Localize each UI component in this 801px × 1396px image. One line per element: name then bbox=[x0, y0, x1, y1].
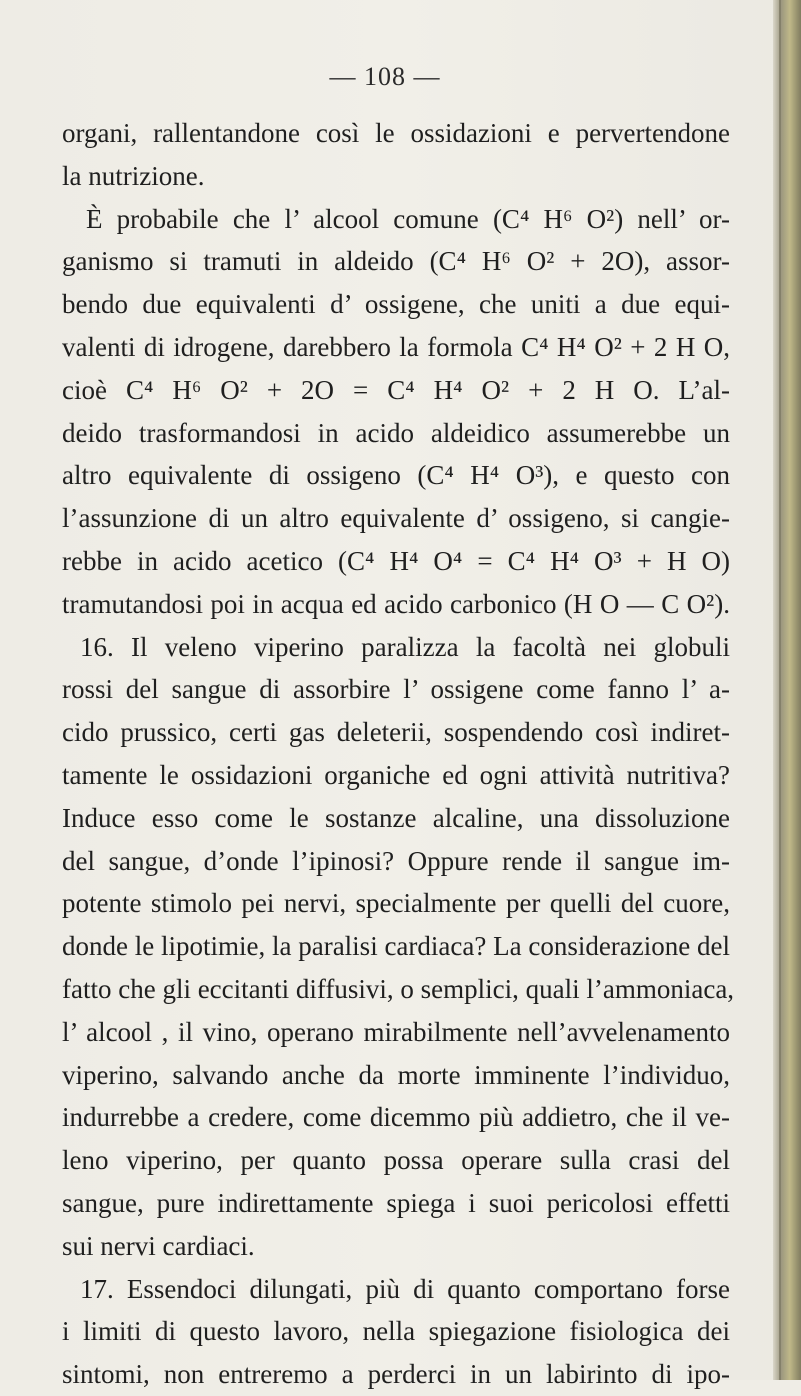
text-line: fatto che gli eccitanti diffusivi, o semplici, quali l’ammoniaca, bbox=[62, 973, 735, 1004]
text-line: l’ alcool , il vino, operano mirabilmente nell’avvelenamento bbox=[62, 1016, 730, 1047]
text-line: i limiti di questo lavoro, nella spiegazione fisiologica dei bbox=[62, 1316, 730, 1347]
text-line: indurrebbe a credere, come dicemmo più addietro, che il ve- bbox=[62, 1102, 730, 1133]
text-line: sangue, pure indirettamente spiega i suoi pericolosi effetti bbox=[62, 1187, 730, 1218]
text-line: del sangue, d’onde l’ipinosi? Oppure rende il sangue im- bbox=[62, 845, 730, 876]
text-line: tramutandosi poi in acqua ed acido carbonico (H O — C O²). bbox=[62, 588, 730, 619]
text-line: rebbe in acido acetico (C⁴ H⁴ O⁴ = C⁴ H⁴ O³ + H O) bbox=[62, 545, 730, 576]
text-line: tamente le ossidazioni organiche ed ogni attività nutritiva? bbox=[62, 759, 730, 790]
text-line: ganismo si tramuti in aldeido (C⁴ H⁶ O² + 2O), assor- bbox=[62, 246, 730, 277]
text-line: valenti di idrogene, darebbero la formola C⁴ H⁴ O² + 2 H O, bbox=[62, 331, 730, 362]
text-line: la nutrizione. bbox=[62, 160, 205, 191]
text-line: l’assunzione di un altro equivalente d’ ossigeno, si cangie- bbox=[62, 503, 730, 534]
book-page-edge bbox=[773, 0, 801, 1380]
text-line: donde le lipotimie, la paralisi cardiaca? La considerazione del bbox=[62, 931, 730, 962]
text-line: altro equivalente di ossigeno (C⁴ H⁴ O³), e questo con bbox=[62, 460, 730, 491]
text-line: 17. Essendoci dilungati, più di quanto comportano forse bbox=[80, 1273, 730, 1304]
text-line: sui nervi cardiaci. bbox=[62, 1230, 255, 1261]
text-line: bendo due equivalenti d’ ossigene, che uniti a due equi- bbox=[62, 289, 730, 320]
text-line: Induce esso come le sostanze alcaline, una dissoluzione bbox=[62, 802, 730, 833]
body-text bbox=[62, 112, 735, 1396]
page-number-header: — 108 — bbox=[329, 62, 441, 91]
text-line: rossi del sangue di assorbire l’ ossigene come fanno l’ a- bbox=[62, 674, 730, 705]
text-line: 16. Il veleno viperino paralizza la facoltà nei globuli bbox=[80, 631, 730, 662]
text-line: cido prussico, certi gas deleterii, sospendendo così indiret- bbox=[62, 717, 730, 748]
text-line: sintomi, non entreremo a perderci in un labirinto di ipo- bbox=[62, 1359, 730, 1390]
text-line: potente stimolo pei nervi, specialmente per quelli del cuore, bbox=[62, 888, 730, 919]
text-line: È probabile che l’ alcool comune (C⁴ H⁶ O²) nell’ or- bbox=[86, 203, 730, 234]
text-line: viperino, salvando anche da morte imminente l’individuo, bbox=[62, 1059, 730, 1090]
text-line: cioè C⁴ H⁶ O² + 2O = C⁴ H⁴ O² + 2 H O. L’al- bbox=[62, 374, 730, 405]
text-line: organi, rallentandone così le ossidazioni e pervertendone bbox=[62, 118, 730, 148]
text-line: leno viperino, per quanto possa operare sulla crasi del bbox=[62, 1145, 730, 1176]
text-line: deido trasformandosi in acido aldeidico assumerebbe un bbox=[62, 417, 730, 448]
